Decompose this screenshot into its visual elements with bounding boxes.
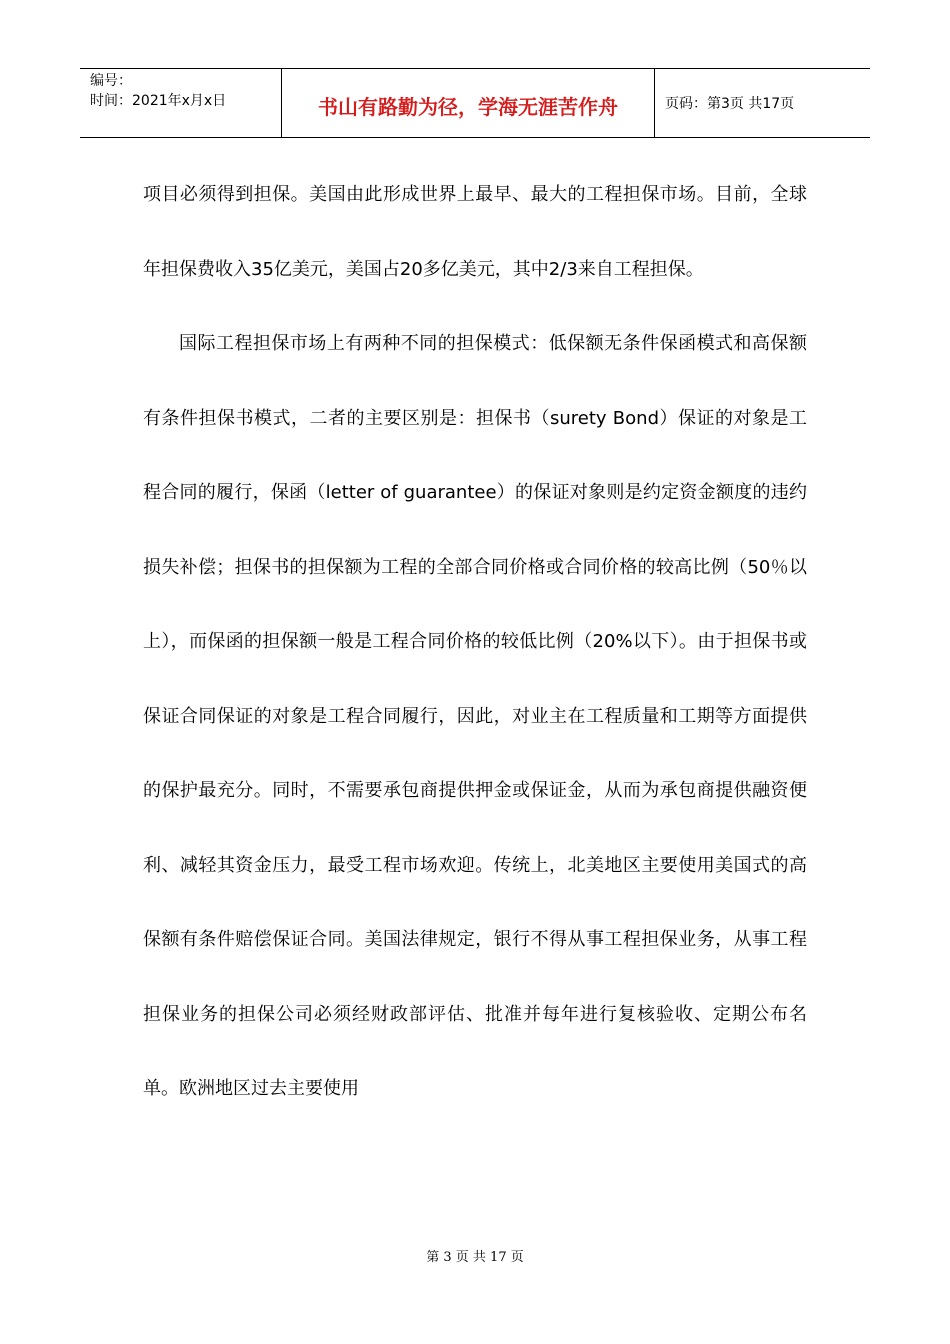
header-motto-cell bbox=[282, 69, 655, 137]
paragraph-2: 国际工程担保市场上有两种不同的担保模式：低保额无条件保函模式和高保额有条件担保书模式，二者的主要区别是：担保书（surety Bond）保证的对象是工程合同的履行，保函（letter of guarantee）的保证对象则是约定资金额度的违约损失补偿；担保书的担保额为工程的全部合同价格或合同价格的较高比例（50％以上），而保函的担保额一般是工程合同价格的较低比例（20%以下）。由于担保书或保证合同保证的对象是工程合同履行，因此，对业主在工程质量和工期等方面提供的保护最充分。同时，不需要承包商提供押金或保证金，从而为承包商提供融资便利、减轻其资金压力，最受工程市场欢迎。传统上，北美地区主要使用美国式的高保额有条件赔偿保证合同。美国法律规定，银行不得从事工程担保业务，从事工程担保业务的担保公司必须经财政部评估、批准并每年进行复核验收、定期公布名单。欧洲地区过去主要使用 bbox=[143, 333, 807, 1099]
header-page-info: 页码：第3页 共17页 bbox=[665, 96, 795, 112]
header-page-cell bbox=[655, 69, 870, 137]
document-date: 时间：2021年x月x日 bbox=[90, 93, 227, 109]
document-body bbox=[143, 158, 807, 1127]
document-number-label: 编号： bbox=[90, 73, 132, 89]
paragraph-1: 项目必须得到担保。美国由此形成世界上最早、最大的工程担保市场。目前，全球年担保费收入35亿美元，美国占20多亿美元，其中2/3来自工程担保。 bbox=[143, 184, 807, 280]
page-footer: 第 3 页 共 17 页 bbox=[426, 1250, 524, 1265]
header-meta bbox=[80, 69, 282, 137]
header-motto: 书山有路勤为径，学海无涯苦作舟 bbox=[318, 95, 618, 119]
document-header bbox=[80, 68, 870, 138]
